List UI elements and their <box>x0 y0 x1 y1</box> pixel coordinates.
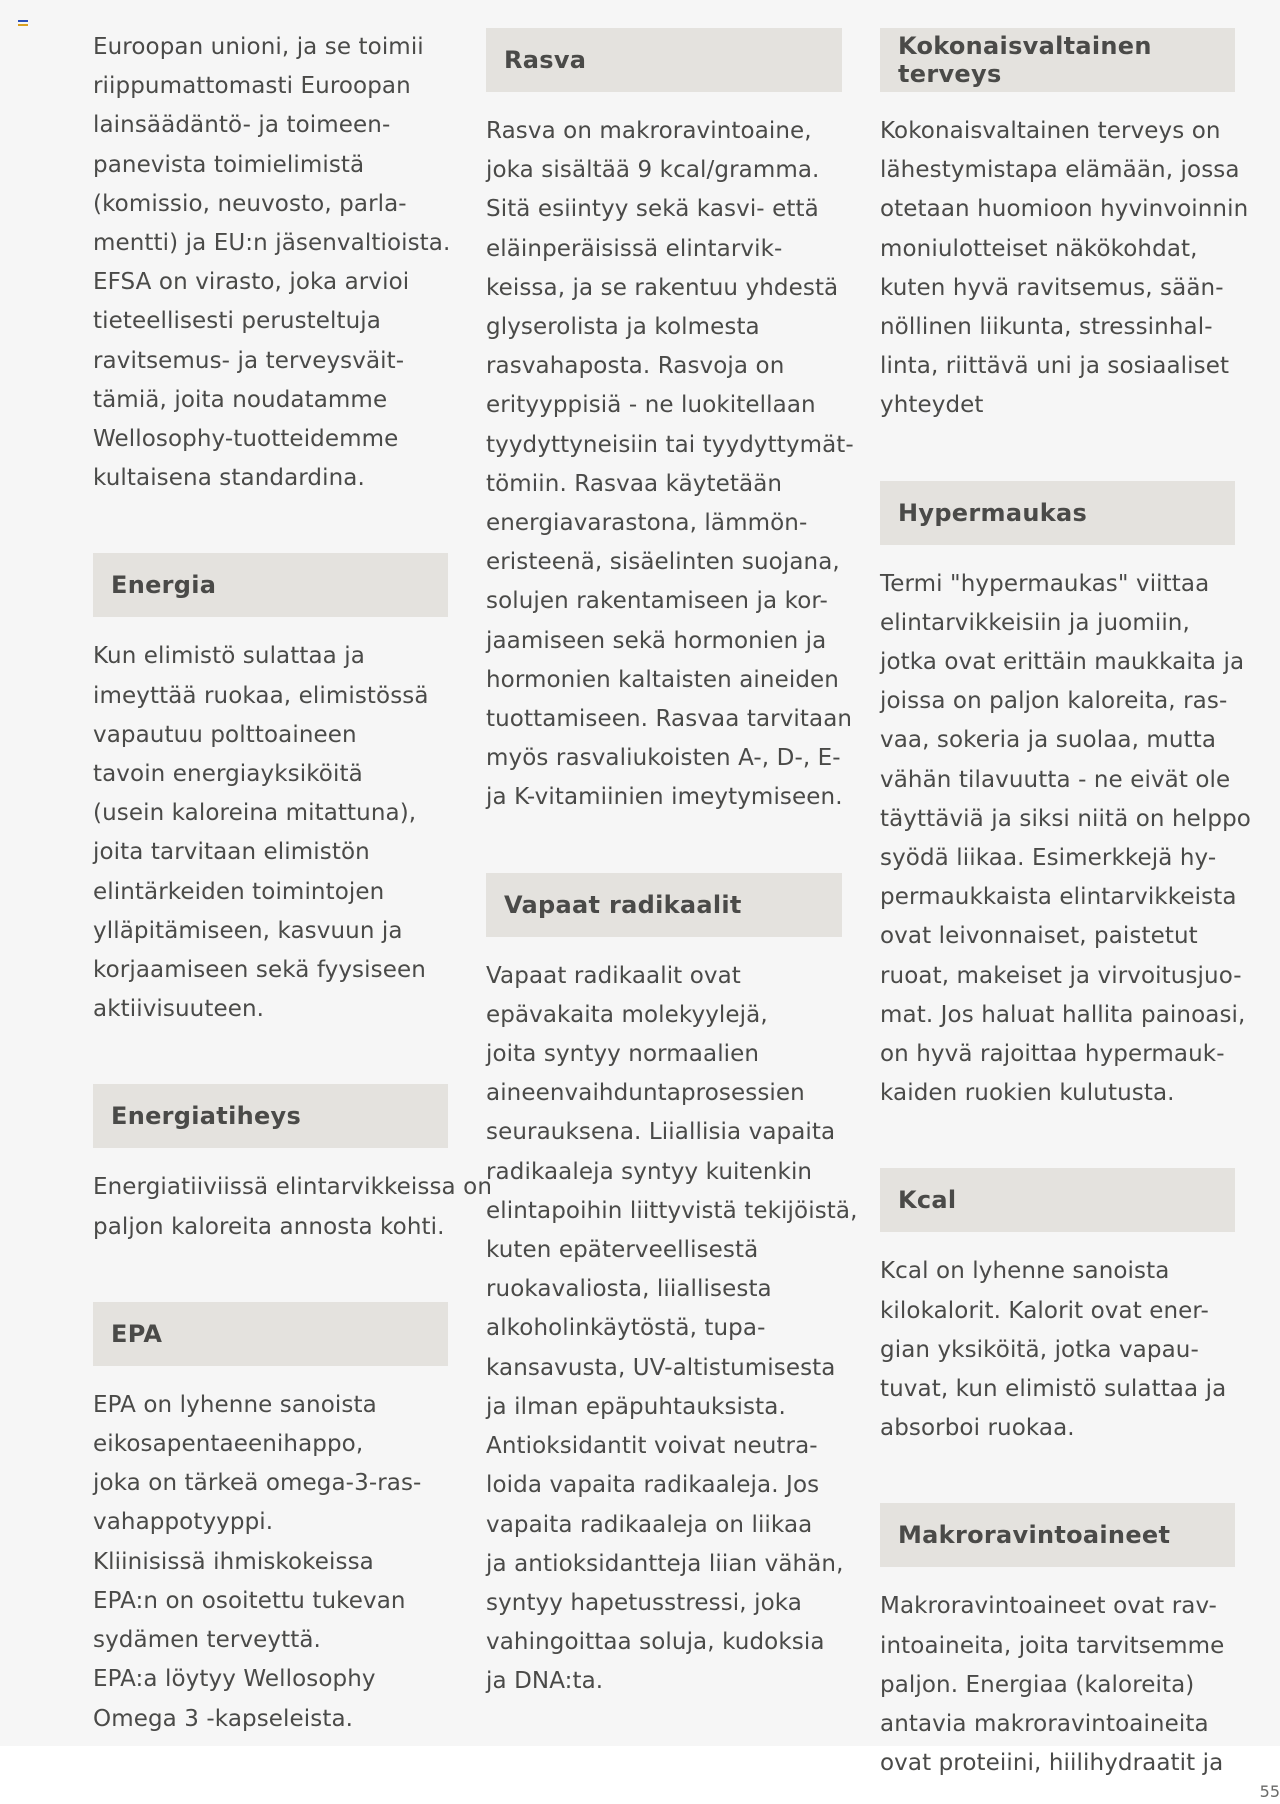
text-line: joka on tärkeä omega-3-ras- <box>93 1470 422 1497</box>
text-line: ovat leivonnaiset, paistetut <box>880 923 1198 950</box>
text-line: tieteellisesti perusteltuja <box>93 308 381 335</box>
glossary-definition <box>486 112 854 818</box>
text-line: ylläpitämiseen, kasvuun ja <box>93 917 403 944</box>
text-line: eikosapentaeenihappo, <box>93 1431 364 1458</box>
text-line: kuten hyvä ravitsemus, sään- <box>880 274 1224 301</box>
glossary-term-heading: Rasva <box>486 28 842 92</box>
text-line: rasvahaposta. Rasvoja on <box>486 353 785 380</box>
text-line: epävakaita molekyylejä, <box>486 1001 768 1028</box>
text-line: EPA on lyhenne sanoista <box>93 1391 377 1418</box>
glossary-term-heading: Makroravintoaineet <box>880 1503 1235 1567</box>
text-line: seurauksena. Liiallisia vapaita <box>486 1119 836 1146</box>
text-line: otetaan huomioon hyvinvoinnin <box>880 196 1249 223</box>
text-line: ruoat, makeiset ja virvoitusjuo- <box>880 962 1242 989</box>
text-line: ja K-vitamiinien imeytymiseen. <box>486 784 843 811</box>
text-line: kuten epäterveellisestä <box>486 1237 759 1264</box>
text-line: jotka ovat erittäin maukkaita ja <box>880 649 1245 676</box>
text-line: täyttäviä ja siksi niitä on helppo <box>880 805 1251 832</box>
text-line: joita syntyy normaalien <box>486 1041 760 1068</box>
text-line: syntyy hapetusstressi, joka <box>486 1589 802 1616</box>
glossary-definition <box>93 1386 448 1739</box>
text-line: energiavarastona, lämmön- <box>486 510 808 537</box>
text-line: kaiden ruokien kulutusta. <box>880 1080 1175 1107</box>
text-line: ravitsemus- ja terveysväit- <box>93 347 405 374</box>
text-line: erityyppisiä - ne luokitellaan <box>486 392 816 419</box>
text-line: ovat proteiini, hiilihydraatit ja <box>880 1750 1224 1777</box>
text-line: myös rasvaliukoisten A-, D-, E- <box>486 745 841 772</box>
text-line: ja antioksidantteja liian vähän, <box>486 1550 844 1577</box>
text-line: absorboi ruokaa. <box>880 1415 1075 1442</box>
text-line: EPA:n on osoitettu tukevan <box>93 1587 406 1614</box>
text-line: (komissio, neuvosto, parla- <box>93 190 407 217</box>
text-line: EPA:a löytyy Wellosophy <box>93 1666 376 1693</box>
glossary-term-heading: Energia <box>93 553 448 617</box>
text-line: kultaisena standardina. <box>93 465 365 492</box>
glossary-definition <box>880 1252 1235 1448</box>
text-line: mentti) ja EU:n jäsenvaltioista. <box>93 230 451 257</box>
text-line: linta, riittävä uni ja sosiaaliset <box>880 353 1230 380</box>
text-line: mat. Jos haluat hallita painoasi, <box>880 1001 1246 1028</box>
text-line: Energiatiiviissä elintarvikkeissa on <box>93 1174 493 1201</box>
text-line: vapaita radikaaleja on liikaa <box>486 1511 813 1538</box>
text-line: aineenvaihduntaprosessien <box>486 1080 805 1107</box>
text-line: vapautuu polttoaineen <box>93 721 357 748</box>
text-line: vahappotyyppi. <box>93 1509 274 1536</box>
glossary-column-3 <box>880 28 1251 1784</box>
glossary-column-2 <box>486 28 858 1702</box>
text-line: ja ilman epäpuhtauksista. <box>486 1393 786 1420</box>
text-line: Omega 3 -kapseleista. <box>93 1705 354 1732</box>
text-line: Kcal on lyhenne sanoista <box>880 1258 1170 1285</box>
text-line: tuottamiseen. Rasvaa tarvitaan <box>486 706 853 733</box>
text-line: (usein kaloreina mitattuna), <box>93 800 417 827</box>
text-line: Euroopan unioni, ja se toimii <box>93 34 424 60</box>
text-line: joita tarvitaan elimistön <box>93 839 370 866</box>
text-line: moniulotteiset näkökohdat, <box>880 235 1198 262</box>
text-line: hormonien kaltaisten aineiden <box>486 666 839 693</box>
text-line: antavia makroravintoaineita <box>880 1711 1209 1738</box>
text-line: Sitä esiintyy sekä kasvi- että <box>486 196 819 223</box>
glossary-term-heading: Kcal <box>880 1168 1235 1232</box>
text-line: paljon. Energiaa (kaloreita) <box>880 1671 1195 1698</box>
text-line: EFSA on virasto, joka arvioi <box>93 269 410 296</box>
glossary-term-heading: Vapaat radikaalit <box>486 873 842 937</box>
text-line: on hyvä rajoittaa hypermauk- <box>880 1041 1225 1068</box>
text-line: vähän tilavuutta - ne eivät ole <box>880 766 1231 793</box>
text-line: lainsäädäntö- ja toimeen- <box>93 112 391 139</box>
text-line: eläinperäisissä elintarvik- <box>486 235 783 262</box>
menu-icon[interactable] <box>18 20 28 26</box>
text-line: solujen rakentamiseen ja kor- <box>486 588 828 615</box>
text-line: ruokavaliosta, liiallisesta <box>486 1276 772 1303</box>
text-line: Rasva on makroravintoaine, <box>486 118 812 144</box>
text-line: tyydyttyneisiin tai tyydyttymät- <box>486 431 854 458</box>
text-line: jaamiseen sekä hormonien ja <box>486 627 827 654</box>
text-line: gian yksiköitä, jotka vapau- <box>880 1336 1199 1363</box>
text-line: Kliinisissä ihmiskokeissa <box>93 1548 374 1575</box>
glossary-term-heading: Kokonaisvaltainen terveys <box>880 28 1235 92</box>
text-line: syödä liikaa. Esimerkkejä hy- <box>880 845 1217 872</box>
text-line: elintarvikkeisiin ja juomiin, <box>880 609 1190 636</box>
text-line: paljon kaloreita annosta kohti. <box>93 1213 445 1240</box>
text-line: nöllinen liikunta, stressinhal- <box>880 314 1213 341</box>
text-line: kilokalorit. Kalorit ovat ener- <box>880 1297 1209 1324</box>
text-line: korjaamiseen sekä fyysiseen <box>93 957 426 984</box>
text-line: Antioksidantit voivat neutra- <box>486 1433 818 1460</box>
text-line: tuvat, kun elimistö sulattaa ja <box>880 1376 1227 1403</box>
text-line: Wellosophy-tuotteidemme <box>93 426 399 453</box>
text-line: Termi "hypermaukas" viittaa <box>880 570 1210 597</box>
text-line: glyserolista ja kolmesta <box>486 314 760 341</box>
glossary-definition <box>486 957 858 1702</box>
glossary-definition <box>880 1587 1235 1783</box>
text-line: imeyttää ruokaa, elimistössä <box>93 682 429 709</box>
glossary-term-heading: Energiatiheys <box>93 1084 448 1148</box>
text-line: radikaaleja syntyy kuitenkin <box>486 1158 813 1185</box>
text-line: Kokonaisvaltainen terveys on <box>880 118 1221 144</box>
text-line: alkoholinkäytöstä, tupa- <box>486 1315 766 1342</box>
glossary-definition <box>880 565 1251 1114</box>
text-line: vahingoittaa soluja, kudoksia <box>486 1629 825 1656</box>
text-line: lähestymistapa elämään, jossa <box>880 157 1240 184</box>
text-line: vaa, sokeria ja suolaa, mutta <box>880 727 1217 754</box>
text-line: yhteydet <box>880 392 984 419</box>
text-line: loida vapaita radikaaleja. Jos <box>486 1472 820 1499</box>
glossary-definition <box>93 637 448 1029</box>
text-line: intoaineita, joita tarvitsemme <box>880 1632 1225 1659</box>
text-line: ja DNA:ta. <box>486 1668 604 1695</box>
glossary-definition <box>93 1168 493 1246</box>
page-number: 55 <box>1259 1782 1280 1801</box>
glossary-term-heading: Hypermaukas <box>880 481 1235 545</box>
glossary-term-heading: EPA <box>93 1302 448 1366</box>
text-line: Kun elimistö sulattaa ja <box>93 643 365 670</box>
text-line: tavoin energiayksiköitä <box>93 761 363 788</box>
text-line: Vapaat radikaalit ovat <box>486 962 741 989</box>
text-line: keissa, ja se rakentuu yhdestä <box>486 274 839 301</box>
text-line: elintapoihin liittyvistä tekijöistä, <box>486 1197 858 1224</box>
text-line: panevista toimielimistä <box>93 151 365 178</box>
text-line: aktiivisuuteen. <box>93 996 265 1023</box>
text-line: riippumattomasti Euroopan <box>93 73 411 100</box>
glossary-definition <box>93 28 451 498</box>
text-line: joissa on paljon kaloreita, ras- <box>880 688 1228 715</box>
text-line: elintärkeiden toimintojen <box>93 878 385 905</box>
text-line: tömiin. Rasvaa käytetään <box>486 470 783 497</box>
glossary-definition <box>880 112 1249 426</box>
text-line: eristeenä, sisäelinten suojana, <box>486 549 840 576</box>
text-line: tämiä, joita noudatamme <box>93 386 388 413</box>
glossary-column-1 <box>93 28 493 1739</box>
text-line: kansavusta, UV-altistumisesta <box>486 1354 836 1381</box>
text-line: Makroravintoaineet ovat rav- <box>880 1593 1217 1620</box>
text-line: permaukkaista elintarvikkeista <box>880 884 1237 911</box>
text-line: sydämen terveyttä. <box>93 1627 321 1654</box>
text-line: joka sisältää 9 kcal/gramma. <box>486 157 820 184</box>
